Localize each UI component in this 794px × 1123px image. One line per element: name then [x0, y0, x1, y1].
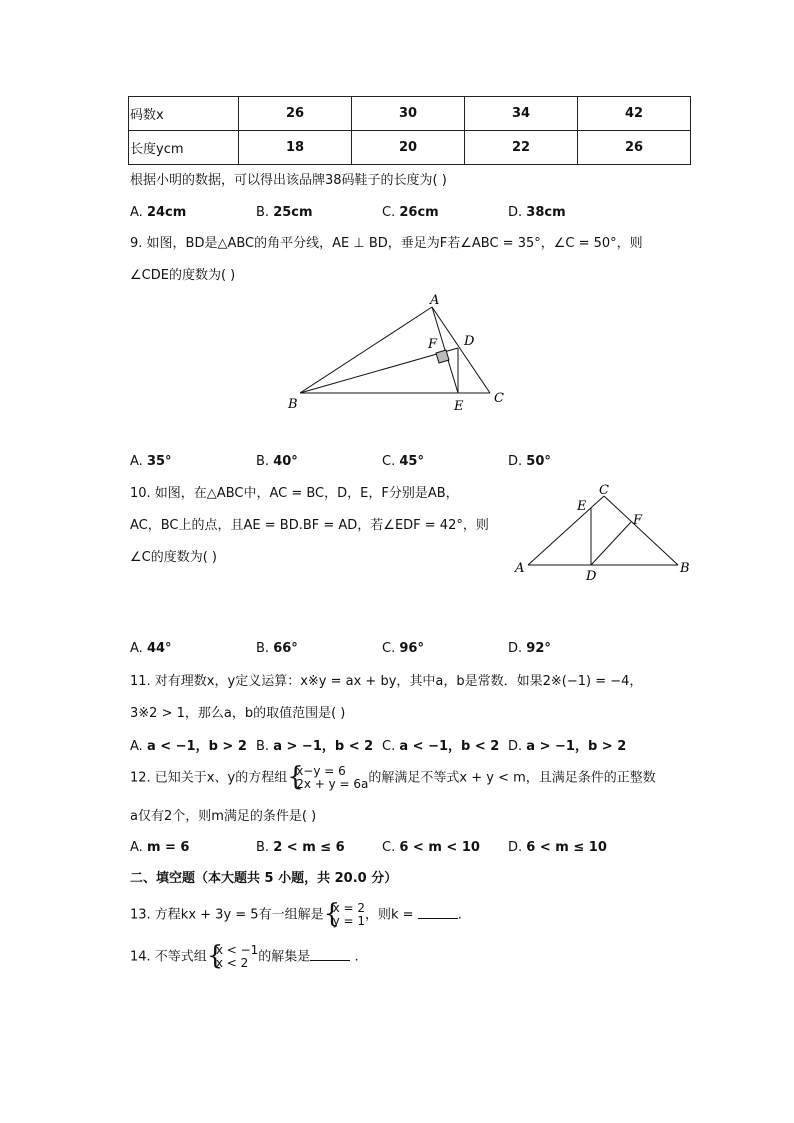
q9-triangle-figure — [280, 290, 520, 420]
label-a: A — [515, 561, 525, 576]
option-c[interactable]: C. 6 < m < 10 — [382, 840, 480, 855]
option-b[interactable]: B. 2 < m ≤ 6 — [256, 840, 345, 855]
option-c[interactable]: C. a < −1，b < 2 — [382, 739, 500, 754]
label-c: C — [599, 483, 609, 498]
table-cell: 18 — [239, 131, 352, 165]
q12-stem-line2: a仅有2个，则m满足的条件是( ) — [130, 809, 317, 824]
label-a: A — [430, 293, 440, 308]
label-f: F — [633, 513, 643, 528]
q14-suffix: 的解集是 — [258, 949, 311, 965]
segment-bd — [300, 348, 458, 393]
option-d[interactable]: D. 50° — [508, 454, 551, 469]
table-header-size: 码数x — [129, 97, 239, 131]
q14-answer-blank[interactable] — [310, 948, 350, 961]
label-d: D — [586, 569, 597, 582]
option-c[interactable]: C. 96° — [382, 641, 424, 656]
right-angle-mark — [436, 350, 449, 363]
q11-stem-line1: 11. 对有理数x，y定义运算：x※y = ax + by，其中a，b是常数．如果2※(−1) = −4， — [130, 674, 643, 689]
q13-solution-system: { x = 2 y = 1 — [323, 899, 366, 929]
q12-prefix: 12. 已知关于x、y的方程组 — [130, 770, 288, 786]
q14-inequality-system: { x < −1 x < 2 — [206, 941, 259, 971]
q12-equation-system: { x−y = 6 2x + y = 6a — [287, 762, 369, 792]
q10-triangle-figure — [508, 482, 698, 582]
table-cell: 30 — [352, 97, 465, 131]
q13-eq1: x = 2 — [332, 901, 366, 915]
q8-stem: 根据小明的数据，可以得出该品牌38码鞋子的长度为( ) — [130, 173, 447, 188]
q12-eq1: x−y = 6 — [296, 764, 346, 778]
label-e: E — [577, 499, 587, 514]
q9-stem-line1: 9. 如图，BD是△ABC的角平分线，AE ⊥ BD，垂足为F若∠ABC = 35°，∠C = 50°，则 — [130, 236, 643, 251]
q14-prefix: 14. 不等式组 — [130, 949, 207, 965]
table-cell: 26 — [578, 131, 691, 165]
table-cell: 22 — [465, 131, 578, 165]
option-b[interactable]: B. a > −1，b < 2 — [256, 739, 374, 754]
q10-stem-line1: 10. 如图，在△ABC中，AC = BC，D，E，F分别是AB， — [130, 486, 459, 501]
label-d: D — [464, 334, 475, 349]
option-b[interactable]: B. 66° — [256, 641, 298, 656]
table-header-length: 长度ycm — [129, 131, 239, 165]
segment-ac — [528, 496, 604, 565]
option-d[interactable]: D. 38cm — [508, 205, 566, 220]
option-b[interactable]: B. 40° — [256, 454, 298, 469]
q14-eq1: x < −1 — [215, 943, 259, 957]
table-cell: 20 — [352, 131, 465, 165]
label-b: B — [288, 397, 298, 412]
option-d[interactable]: D. 6 < m ≤ 10 — [508, 840, 607, 855]
q12-suffix: 的解满足不等式x + y < m，且满足条件的正整数 — [368, 770, 656, 786]
q12-stem-line1 — [130, 762, 656, 792]
option-a[interactable]: A. 35° — [130, 454, 172, 469]
option-c[interactable]: C. 26cm — [382, 205, 439, 220]
table-cell: 26 — [239, 97, 352, 131]
q14-eq2: x < 2 — [215, 956, 249, 970]
q13-eq2: y = 1 — [332, 914, 366, 928]
segment-ba — [300, 307, 432, 393]
section-title: 二、填空题（本大题共 5 小题，共 20.0 分） — [130, 871, 398, 886]
option-d[interactable]: D. a > −1，b > 2 — [508, 739, 627, 754]
table-row — [129, 97, 691, 131]
option-c[interactable]: C. 45° — [382, 454, 424, 469]
segment-ac — [432, 307, 490, 393]
option-b[interactable]: B. 25cm — [256, 205, 313, 220]
option-a[interactable]: A. a < −1，b > 2 — [130, 739, 247, 754]
label-c: C — [494, 391, 504, 406]
table-cell: 42 — [578, 97, 691, 131]
option-a[interactable]: A. 24cm — [130, 205, 187, 220]
q14-stem: 14. 不等式组 { x < −1 x < 2 的解集是 . — [130, 941, 359, 971]
table-cell: 34 — [465, 97, 578, 131]
option-a[interactable]: A. m = 6 — [130, 840, 190, 855]
q9-stem-line2: ∠CDE的度数为( ) — [130, 268, 236, 283]
option-d[interactable]: D. 92° — [508, 641, 551, 656]
q12-eq2: 2x + y = 6a — [296, 777, 369, 791]
q10-stem-line2: AC，BC上的点，且AE = BD.BF = AD，若∠EDF = 42°，则 — [130, 518, 489, 533]
q13-prefix: 13. 方程kx + 3y = 5有一组解是 — [130, 907, 324, 923]
segment-cb — [604, 496, 678, 565]
shoe-size-table — [128, 96, 691, 165]
q11-stem-line2: 3※2 > 1，那么a，b的取值范围是( ) — [130, 706, 346, 721]
q10-stem-line3: ∠C的度数为( ) — [130, 550, 218, 565]
option-a[interactable]: A. 44° — [130, 641, 172, 656]
label-e: E — [454, 399, 464, 414]
label-b: B — [680, 561, 690, 576]
q13-stem: 13. 方程kx + 3y = 5有一组解是 { x = 2 y = 1，则k = . — [130, 899, 462, 929]
label-f: F — [428, 337, 438, 352]
table-row — [129, 131, 691, 165]
q13-answer-blank[interactable] — [418, 906, 458, 919]
q13-suffix: ，则k = — [365, 907, 414, 923]
segment-df — [591, 522, 631, 565]
